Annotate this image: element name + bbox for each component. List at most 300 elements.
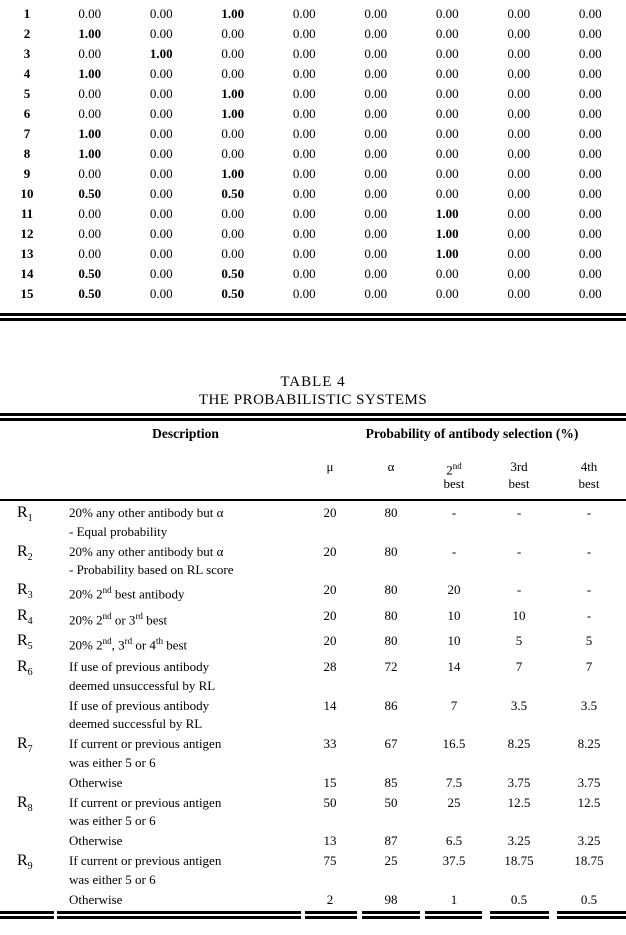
matrix-cell: 0.00	[340, 224, 412, 244]
matrix-cell: 0.00	[126, 244, 198, 264]
rule-segment	[557, 911, 626, 919]
table4-description	[55, 774, 300, 793]
table4-description	[55, 632, 300, 655]
table4-value-cell: 5	[486, 632, 552, 651]
matrix-cell: 0.00	[555, 64, 626, 84]
matrix-cell: 0.00	[269, 124, 341, 144]
matrix-cell: 0.00	[483, 124, 555, 144]
text-segment: If current or previous antigen	[69, 853, 221, 868]
matrix-cell: 0.00	[126, 264, 198, 284]
text-segment: Otherwise	[69, 775, 122, 790]
table4-value-cell: 25	[360, 852, 422, 871]
table4-value-cell: 28	[300, 658, 360, 677]
table4-row	[0, 832, 626, 851]
table4-value-cell: 87	[360, 832, 422, 851]
table4-value-cell: -	[552, 504, 626, 523]
superscript-text: rd	[125, 636, 133, 646]
matrix-row-label: 13	[0, 244, 54, 264]
matrix-cell: 0.00	[54, 204, 126, 224]
table4-caption	[0, 373, 626, 409]
table4-value-cell: 2	[300, 891, 360, 910]
description-line	[69, 812, 300, 831]
matrix-cell: 0.00	[340, 284, 412, 304]
matrix-cell: 0.50	[54, 184, 126, 204]
description-line	[69, 561, 300, 580]
matrix-row	[0, 184, 626, 204]
matrix-cell: 0.00	[269, 244, 341, 264]
superscript-text: th	[156, 636, 163, 646]
matrix-cell: 0.00	[483, 284, 555, 304]
table4-value-cell: 50	[360, 794, 422, 813]
table4-value-cell: 15	[300, 774, 360, 793]
table4-value-cell: 75	[300, 852, 360, 871]
row-label-letter: R	[17, 581, 28, 598]
table4-value-cell: -	[552, 543, 626, 562]
table4-value-cell: 3.25	[552, 832, 626, 851]
matrix-cell: 0.00	[555, 24, 626, 44]
description-line	[69, 774, 300, 793]
matrix-cell: 0.00	[340, 144, 412, 164]
row-label-letter: R	[17, 632, 28, 649]
description-line	[69, 754, 300, 773]
matrix-cell: 0.00	[340, 244, 412, 264]
row-label-subscript: 2	[28, 552, 33, 563]
text-segment: - Probability based on RL score	[69, 562, 234, 577]
table4-value-cell: 80	[360, 504, 422, 523]
table4-value-cell: 98	[360, 891, 422, 910]
matrix-cell: 0.00	[555, 184, 626, 204]
text-segment: was either 5 or 6	[69, 872, 156, 887]
matrix-cell: 0.00	[126, 24, 198, 44]
row-label-subscript: 8	[28, 803, 33, 814]
matrix-row-label: 15	[0, 284, 54, 304]
table4-description	[55, 735, 300, 772]
row-label-subscript: 4	[28, 616, 33, 627]
matrix-cell: 0.00	[54, 4, 126, 24]
matrix-cell: 0.00	[555, 104, 626, 124]
row-label-letter: R	[17, 852, 28, 869]
matrix-cell: 0.00	[126, 224, 198, 244]
table4-description	[55, 504, 300, 541]
superscript-text: nd	[453, 461, 462, 471]
matrix-cell: 0.00	[555, 144, 626, 164]
matrix-cell: 0.00	[340, 84, 412, 104]
table4-subheader-row	[0, 457, 626, 492]
superscript-text: rd	[135, 611, 143, 621]
table4-caption-number: TABLE 4	[0, 373, 626, 391]
matrix-cell: 0.00	[340, 164, 412, 184]
matrix-cell: 0.00	[340, 264, 412, 284]
table4-header-description: Description	[55, 426, 300, 442]
matrix-cell: 0.00	[54, 104, 126, 124]
matrix-cell: 0.00	[126, 4, 198, 24]
subcol-header-line1	[552, 457, 626, 476]
matrix-cell: 0.00	[197, 144, 269, 164]
description-line	[69, 632, 300, 655]
description-line	[69, 658, 300, 677]
row-label-subscript: 9	[28, 861, 33, 872]
matrix-cell: 0.00	[269, 144, 341, 164]
table4-description	[55, 658, 300, 695]
matrix-row	[0, 64, 626, 84]
matrix-row	[0, 144, 626, 164]
table4-value-cell: 80	[360, 543, 422, 562]
table4-value-cell: 80	[360, 632, 422, 651]
table4-subcol-header	[360, 457, 422, 492]
row-label-letter: R	[17, 607, 28, 624]
matrix-cell: 0.00	[483, 4, 555, 24]
table4-subcol-header	[300, 457, 360, 492]
table4-row	[0, 504, 626, 541]
table4-value-cell: 33	[300, 735, 360, 754]
table4-value-cell: 3.75	[552, 774, 626, 793]
table4-row-label	[0, 581, 55, 605]
table4-value-cell: 7.5	[422, 774, 486, 793]
matrix-row-label: 9	[0, 164, 54, 184]
table4-row	[0, 581, 626, 605]
row-label-letter: R	[17, 735, 28, 752]
row-label-letter: R	[17, 658, 28, 675]
description-line	[69, 794, 300, 813]
table4-row-label	[0, 504, 55, 528]
table4-value-cell: 3.75	[486, 774, 552, 793]
rule-segment	[305, 911, 357, 919]
table4-subcol-header	[552, 457, 626, 492]
rule-segment	[425, 911, 482, 919]
table4-value-cell: 12.5	[552, 794, 626, 813]
matrix-cell: 0.00	[54, 44, 126, 64]
matrix-cell: 0.00	[197, 124, 269, 144]
text-segment: was either 5 or 6	[69, 813, 156, 828]
description-line	[69, 832, 300, 851]
table4-row-label	[0, 632, 55, 656]
table4-value-cell: 10	[486, 607, 552, 626]
text-segment: Otherwise	[69, 833, 122, 848]
table4-value-cell: 3.5	[552, 697, 626, 716]
table4-value-cell: 50	[300, 794, 360, 813]
matrix-row-label: 3	[0, 44, 54, 64]
row-label-subscript: 3	[28, 590, 33, 601]
matrix-cell: 0.00	[54, 244, 126, 264]
rule-segment	[0, 911, 54, 919]
matrix-cell: 0.00	[483, 84, 555, 104]
row-label-subscript: 5	[28, 642, 33, 653]
description-line	[69, 581, 300, 604]
matrix-row	[0, 284, 626, 304]
subcol-header-line1	[422, 457, 486, 476]
table4-value-cell: -	[422, 504, 486, 523]
matrix-cell: 0.00	[555, 84, 626, 104]
table4-value-cell: -	[486, 543, 552, 562]
table4-row-label	[0, 735, 55, 759]
matrix-row	[0, 104, 626, 124]
matrix-cell: 0.00	[269, 64, 341, 84]
table4-value-cell: -	[486, 581, 552, 600]
matrix-cell: 0.00	[340, 104, 412, 124]
matrix-cell: 1.00	[412, 224, 484, 244]
matrix-cell: 1.00	[197, 4, 269, 24]
matrix-cell: 0.00	[54, 164, 126, 184]
text-segment: 20% any other antibody but α	[69, 544, 223, 559]
table4-top-rule	[0, 413, 626, 421]
table4-value-cell: 12.5	[486, 794, 552, 813]
table4-value-cell: 20	[300, 581, 360, 600]
matrix-cell: 0.00	[197, 224, 269, 244]
subcol-header-line2: best	[552, 476, 626, 492]
matrix-row-label: 1	[0, 4, 54, 24]
table4-value-cell: 6.5	[422, 832, 486, 851]
text-segment: best	[163, 638, 187, 653]
text-segment: 20% 2	[69, 586, 103, 601]
text-segment: If current or previous antigen	[69, 736, 221, 751]
table4-subcol-header	[486, 457, 552, 492]
matrix-table-body	[0, 0, 626, 304]
table4-row	[0, 852, 626, 889]
table4-row-label	[0, 794, 55, 818]
row-label-letter: R	[17, 504, 28, 521]
matrix-cell: 0.00	[54, 224, 126, 244]
description-line	[69, 735, 300, 754]
description-line	[69, 504, 300, 523]
matrix-cell: 0.00	[483, 184, 555, 204]
matrix-row-label: 6	[0, 104, 54, 124]
description-line	[69, 852, 300, 871]
matrix-row-label: 7	[0, 124, 54, 144]
matrix-cell: 0.00	[483, 204, 555, 224]
text-segment: deemed unsuccessful by RL	[69, 678, 215, 693]
rule-segment	[490, 911, 549, 919]
matrix-cell: 0.00	[483, 244, 555, 264]
table4-row	[0, 607, 626, 631]
text-segment: or 3	[112, 612, 136, 627]
subcol-header-line2	[300, 476, 360, 492]
matrix-cell: 0.00	[483, 264, 555, 284]
matrix-row	[0, 224, 626, 244]
table4-description	[55, 581, 300, 604]
matrix-row-label: 5	[0, 84, 54, 104]
text-segment: deemed successful by RL	[69, 716, 202, 731]
table4-value-cell: 0.5	[552, 891, 626, 910]
table4-row-label	[0, 852, 55, 876]
matrix-cell: 0.00	[269, 264, 341, 284]
table4-value-cell: 8.25	[552, 735, 626, 754]
row-label-subscript: 7	[28, 744, 33, 755]
matrix-cell: 0.00	[126, 64, 198, 84]
text-segment: or 4	[132, 638, 156, 653]
table4-row	[0, 543, 626, 580]
table4-value-cell: 7	[422, 697, 486, 716]
matrix-cell: 0.00	[483, 164, 555, 184]
matrix-cell: 0.00	[54, 84, 126, 104]
table4-value-cell: 3.5	[486, 697, 552, 716]
subcol-header-line1	[300, 457, 360, 476]
text-segment: α	[388, 459, 395, 474]
subcol-header-line2	[360, 476, 422, 492]
superscript-text: nd	[103, 611, 112, 621]
table4-value-cell: -	[552, 607, 626, 626]
table4-value-cell: -	[486, 504, 552, 523]
description-line	[69, 543, 300, 562]
table4-row	[0, 794, 626, 831]
matrix-cell: 0.50	[54, 264, 126, 284]
matrix-cell: 0.00	[340, 184, 412, 204]
matrix-cell: 0.00	[555, 164, 626, 184]
matrix-cell: 1.00	[197, 104, 269, 124]
table4-row	[0, 774, 626, 793]
matrix-cell: 0.00	[269, 24, 341, 44]
table4-value-cell: 37.5	[422, 852, 486, 871]
table4-description	[55, 794, 300, 831]
matrix-cell: 0.00	[412, 44, 484, 64]
table4-value-cell: 20	[300, 607, 360, 626]
table4-description	[55, 832, 300, 851]
matrix-cell: 0.50	[197, 284, 269, 304]
table4-value-cell: 80	[360, 607, 422, 626]
table4-row-label	[0, 607, 55, 631]
superscript-text: nd	[103, 636, 112, 646]
matrix-cell: 0.00	[483, 144, 555, 164]
matrix-cell: 0.00	[412, 4, 484, 24]
matrix-cell: 0.00	[126, 144, 198, 164]
matrix-cell: 1.00	[412, 244, 484, 264]
matrix-cell: 0.00	[269, 84, 341, 104]
matrix-cell: 0.00	[269, 164, 341, 184]
table4-row-label	[0, 658, 55, 682]
matrix-cell: 0.00	[340, 24, 412, 44]
table4-header-row	[0, 426, 626, 442]
table4-value-cell: 67	[360, 735, 422, 754]
table4-value-cell: 16.5	[422, 735, 486, 754]
matrix-cell: 0.00	[269, 184, 341, 204]
matrix-row	[0, 164, 626, 184]
matrix-cell: 0.50	[197, 264, 269, 284]
table4-bottom-rule	[0, 911, 626, 919]
table4-description	[55, 891, 300, 910]
table4-value-cell: 13	[300, 832, 360, 851]
matrix-cell: 0.00	[483, 224, 555, 244]
matrix-cell: 0.00	[197, 64, 269, 84]
matrix-row-label: 11	[0, 204, 54, 224]
matrix-row	[0, 264, 626, 284]
description-line	[69, 715, 300, 734]
matrix-cell: 0.00	[340, 204, 412, 224]
table4-value-cell: 20	[300, 632, 360, 651]
matrix-cell: 0.00	[269, 4, 341, 24]
text-segment: - Equal probability	[69, 524, 167, 539]
matrix-cell: 0.00	[126, 184, 198, 204]
description-line	[69, 677, 300, 696]
matrix-row	[0, 4, 626, 24]
matrix-cell: 1.00	[412, 204, 484, 224]
matrix-row	[0, 204, 626, 224]
table4-value-cell: -	[552, 581, 626, 600]
matrix-row-label: 10	[0, 184, 54, 204]
table4-value-cell: 86	[360, 697, 422, 716]
text-segment: If use of previous antibody	[69, 698, 209, 713]
matrix-cell: 0.50	[197, 184, 269, 204]
matrix-cell: 0.00	[126, 84, 198, 104]
matrix-cell: 1.00	[54, 124, 126, 144]
matrix-cell: 1.00	[126, 44, 198, 64]
matrix-cell: 0.00	[412, 144, 484, 164]
description-line	[69, 523, 300, 542]
table4-row-label	[0, 543, 55, 567]
table4-description	[55, 697, 300, 734]
matrix-cell: 0.00	[126, 104, 198, 124]
matrix-cell: 0.00	[197, 44, 269, 64]
subcol-header-line1	[486, 457, 552, 476]
matrix-cell: 0.00	[555, 204, 626, 224]
text-segment: 20% 2	[69, 612, 103, 627]
description-line	[69, 871, 300, 890]
text-segment: was either 5 or 6	[69, 755, 156, 770]
description-line	[69, 891, 300, 910]
matrix-cell: 0.00	[412, 64, 484, 84]
row-label-letter: R	[17, 794, 28, 811]
description-line	[69, 607, 300, 630]
table4-row	[0, 735, 626, 772]
matrix-cell: 0.00	[555, 284, 626, 304]
matrix-cell: 1.00	[197, 164, 269, 184]
matrix-row-label: 12	[0, 224, 54, 244]
table4-value-cell: 25	[422, 794, 486, 813]
table4-row	[0, 697, 626, 734]
table4-value-cell: 14	[300, 697, 360, 716]
matrix-cell: 0.00	[555, 264, 626, 284]
matrix-cell: 0.00	[412, 264, 484, 284]
table4-value-cell: 7	[486, 658, 552, 677]
table4-header-group: Probability of antibody selection (%)	[300, 426, 626, 442]
table4-body	[0, 501, 626, 909]
matrix-cell: 0.00	[340, 44, 412, 64]
table4-value-cell: 20	[422, 581, 486, 600]
matrix-cell: 0.00	[197, 204, 269, 224]
subcol-header-line2: best	[422, 476, 486, 492]
table4-value-cell: 1	[422, 891, 486, 910]
matrix-cell: 1.00	[54, 24, 126, 44]
table4-value-cell: 10	[422, 632, 486, 651]
text-segment: 3rd	[510, 459, 527, 474]
table4-value-cell: 14	[422, 658, 486, 677]
rule-segment	[57, 911, 301, 919]
matrix-cell: 0.00	[197, 244, 269, 264]
row-label-subscript: 1	[28, 513, 33, 524]
subcol-header-line1	[360, 457, 422, 476]
table4-description	[55, 607, 300, 630]
matrix-cell: 0.00	[412, 184, 484, 204]
matrix-cell: 0.00	[340, 4, 412, 24]
matrix-cell: 0.00	[412, 24, 484, 44]
matrix-cell: 0.00	[412, 124, 484, 144]
description-line	[69, 697, 300, 716]
table4-value-cell: 85	[360, 774, 422, 793]
matrix-cell: 0.00	[197, 24, 269, 44]
matrix-cell: 0.00	[555, 244, 626, 264]
text-segment: 20% any other antibody but α	[69, 505, 223, 520]
table4-row	[0, 891, 626, 910]
matrix-cell: 0.00	[269, 44, 341, 64]
text-segment: 2	[446, 462, 453, 477]
matrix-bottom-rule	[0, 313, 626, 321]
matrix-cell: 1.00	[54, 144, 126, 164]
table4-value-cell: 0.5	[486, 891, 552, 910]
matrix-row	[0, 84, 626, 104]
matrix-cell: 0.00	[483, 44, 555, 64]
matrix-row-label: 8	[0, 144, 54, 164]
table4-value-cell: 7	[552, 658, 626, 677]
matrix-row	[0, 44, 626, 64]
matrix-cell: 0.00	[412, 164, 484, 184]
